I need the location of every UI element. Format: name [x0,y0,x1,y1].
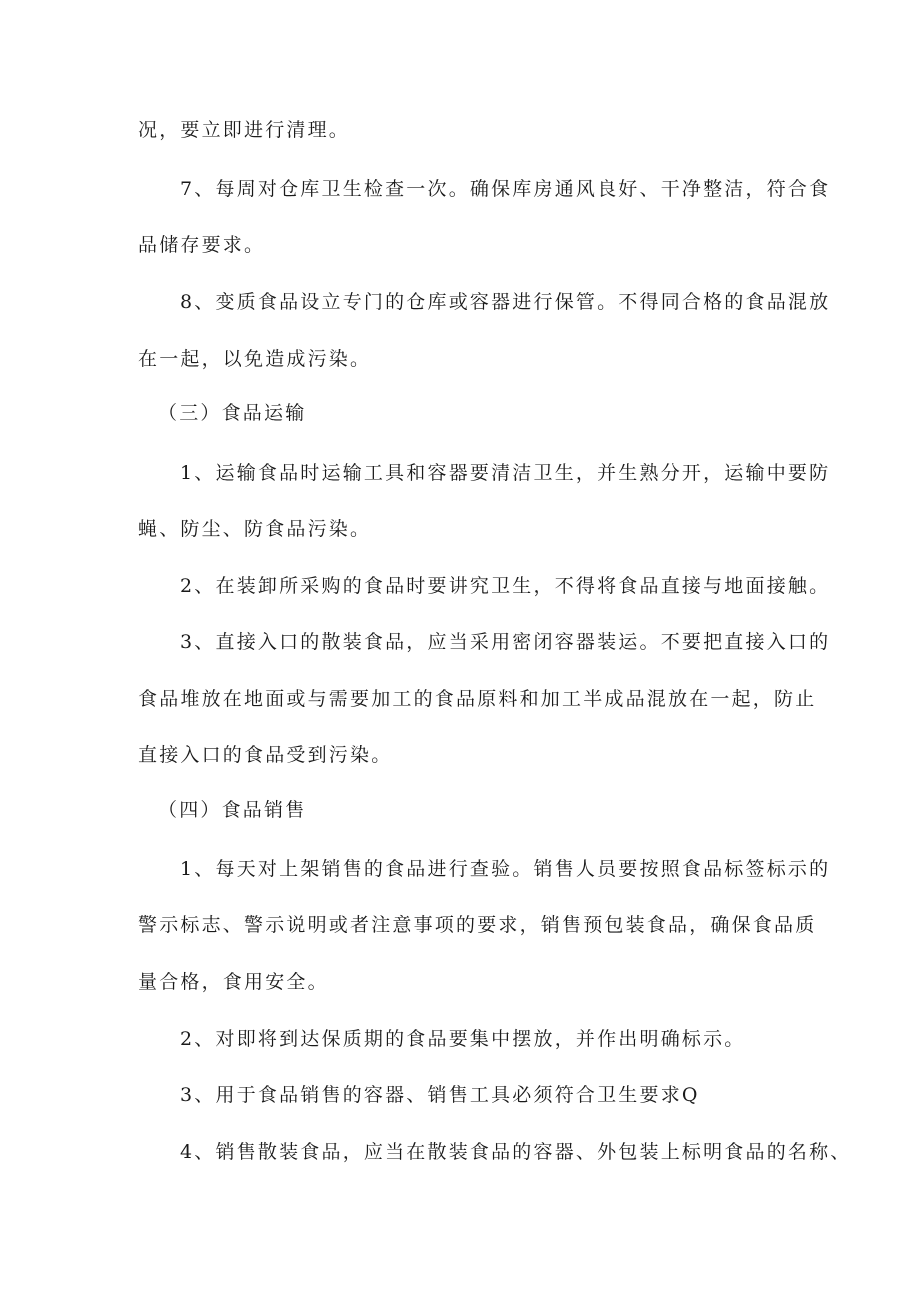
text-line: 况，要立即进行清理。 [138,119,351,141]
text-line: 7、每周对仓库卫生检查一次。确保库房通风良好、干净整洁，符合食 [180,178,831,200]
section-heading: （四）食品销售 [158,799,307,821]
text-line: 1、每天对上架销售的食品进行查验。销售人员要按照食品标签标示的 [180,858,831,880]
text-line: 4、销售散装食品，应当在散装食品的容器、外包装上标明食品的名称、 [180,1141,852,1163]
text-line: 量合格，食用安全。 [138,971,329,993]
text-line: 3、用于食品销售的容器、销售工具必须符合卫生要求Q [180,1084,700,1106]
text-line: 警示标志、警示说明或者注意事项的要求，销售预包装食品，确保食品质 [138,914,817,936]
text-line: 直接入口的食品受到污染。 [138,744,393,766]
section-heading: （三）食品运输 [158,402,307,424]
text-line: 3、直接入口的散装食品，应当采用密闭容器装运。不要把直接入口的 [180,631,831,653]
text-line: 2、对即将到达保质期的食品要集中摆放，并作出明确标示。 [180,1028,746,1050]
text-line: 食品堆放在地面或与需要加工的食品原料和加工半成品混放在一起，防止 [138,688,817,710]
text-line: 8、变质食品设立专门的仓库或容器进行保管。不得同合格的食品混放 [180,291,831,313]
text-line: 2、在装卸所采购的食品时要讲究卫生，不得将食品直接与地面接触。 [180,575,831,597]
text-line: 在一起，以免造成污染。 [138,348,372,370]
text-line: 蝇、防尘、防食品污染。 [138,518,372,540]
text-line: 品储存要求。 [138,234,266,256]
text-line: 1、运输食品时运输工具和容器要清洁卫生，并生熟分开，运输中要防 [180,462,831,484]
